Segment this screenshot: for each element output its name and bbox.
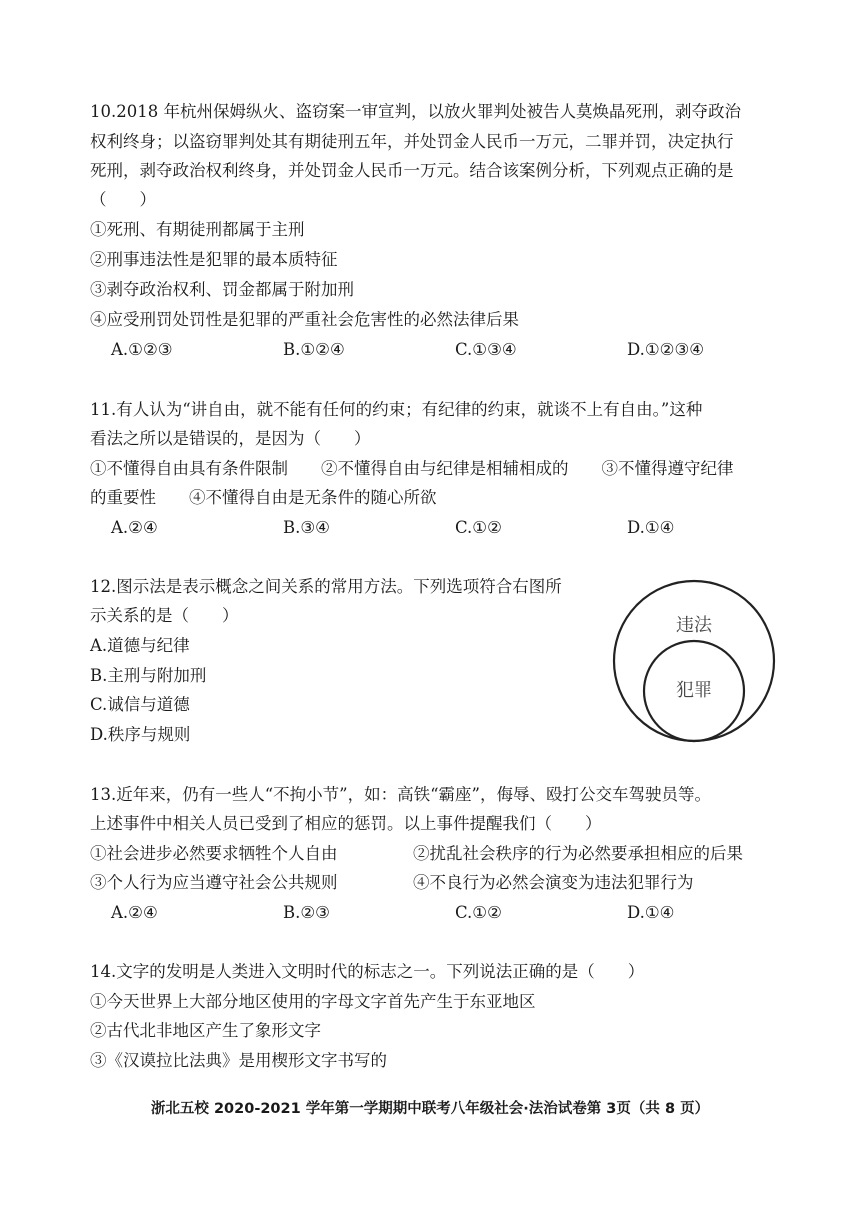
q10-option-a: A.①②③ — [111, 340, 173, 359]
q11-option-b: B.③④ — [283, 518, 330, 537]
q14-item-1: ①今天世界上大部分地区使用的字母文字首先产生于东亚地区 — [90, 992, 536, 1011]
q11-stem-line-1: 11.有人认为“讲自由，就不能有任何的约束；有纪律的约束，就谈不上有自由。”这种 — [90, 400, 703, 419]
q13-option-c: C.①② — [455, 903, 502, 922]
q10-item-2: ②刑事违法性是犯罪的最本质特征 — [90, 250, 338, 269]
q12-stem-line-1: 12.图示法是表示概念之间关系的常用方法。下列选项符合右图所 — [90, 577, 562, 596]
q14-stem-line-1: 14.文字的发明是人类进入文明时代的标志之一。下列说法正确的是（ ） — [90, 962, 645, 981]
q10-stem-line-1: 10.2018 年杭州保姆纵火、盗窃案一审宣判，以放火罪判处被告人莫焕晶死刑，剥夺政治 — [90, 102, 741, 121]
page-footer: 浙北五校 2020-2021 学年第一学期期中联考八年级社会·法治试卷第 3页（共 8 页） — [150, 1101, 710, 1117]
q10-option-b: B.①②④ — [283, 340, 345, 359]
q13-item-2: ②扰乱社会秩序的行为必然要承担相应的后果 — [413, 844, 743, 863]
q13-option-d: D.①④ — [627, 903, 675, 922]
q14-item-3: ③《汉谟拉比法典》是用楔形文字书写的 — [90, 1051, 387, 1070]
q11-items-line-1: ①不懂得自由具有条件限制 ②不懂得自由与纪律是相辅相成的 ③不懂得遵守纪律 — [90, 459, 734, 478]
outer-circle — [614, 581, 774, 741]
q12-choice-c: C.诚信与道德 — [90, 695, 190, 714]
q10-stem-line-2: 权利终身；以盗窃罪判处其有期徒刑五年，并处罚金人民币一万元，二罪并罚，决定执行 — [90, 132, 734, 151]
q12-choice-b: B.主刑与附加刑 — [90, 666, 207, 685]
inner-label: 犯罪 — [676, 680, 712, 701]
q13-item-4: ④不良行为必然会演变为违法犯罪行为 — [413, 873, 694, 892]
q10-stem-line-4: （ ） — [90, 190, 156, 209]
q10-item-1: ①死刑、有期徒刑都属于主刑 — [90, 220, 305, 239]
q13-stem-line-2: 上述事件中相关人员已受到了相应的惩罚。以上事件提醒我们（ ） — [90, 814, 602, 833]
venn-diagram — [610, 575, 784, 745]
q12-choice-d: D.秩序与规则 — [90, 725, 191, 744]
q11-option-d: D.①④ — [627, 518, 675, 537]
outer-label: 违法 — [676, 615, 712, 636]
q10-item-4: ④应受刑罚处罚性是犯罪的严重社会危害性的必然法律后果 — [90, 310, 519, 329]
q13-item-1: ①社会进步必然要求牺牲个人自由 — [90, 844, 338, 863]
q12-choice-a: A.道德与纪律 — [90, 636, 190, 655]
q11-option-a: A.②④ — [111, 518, 158, 537]
q11-stem-line-2: 看法之所以是错误的，是因为（ ） — [90, 429, 371, 448]
q10-stem-line-3: 死刑，剥夺政治权利终身，并处罚金人民币一万元。结合该案例分析，下列观点正确的是 — [90, 161, 734, 180]
q13-stem-line-1: 13.近年来，仍有一些人“不拘小节”，如：高铁“霸座”，侮辱、殴打公交车驾驶员等。 — [90, 785, 711, 804]
q13-option-a: A.②④ — [111, 903, 158, 922]
q10-option-d: D.①②③④ — [627, 340, 705, 359]
q10-option-c: C.①③④ — [455, 340, 517, 359]
q14-item-2: ②古代北非地区产生了象形文字 — [90, 1021, 321, 1040]
q13-option-b: B.②③ — [283, 903, 330, 922]
q13-item-3: ③个人行为应当遵守社会公共规则 — [90, 873, 338, 892]
q11-option-c: C.①② — [455, 518, 502, 537]
q12-stem-line-2: 示关系的是（ ） — [90, 606, 239, 625]
q11-items-line-2: 的重要性 ④不懂得自由是无条件的随心所欲 — [90, 488, 437, 507]
q10-item-3: ③剥夺政治权利、罚金都属于附加刑 — [90, 280, 354, 299]
